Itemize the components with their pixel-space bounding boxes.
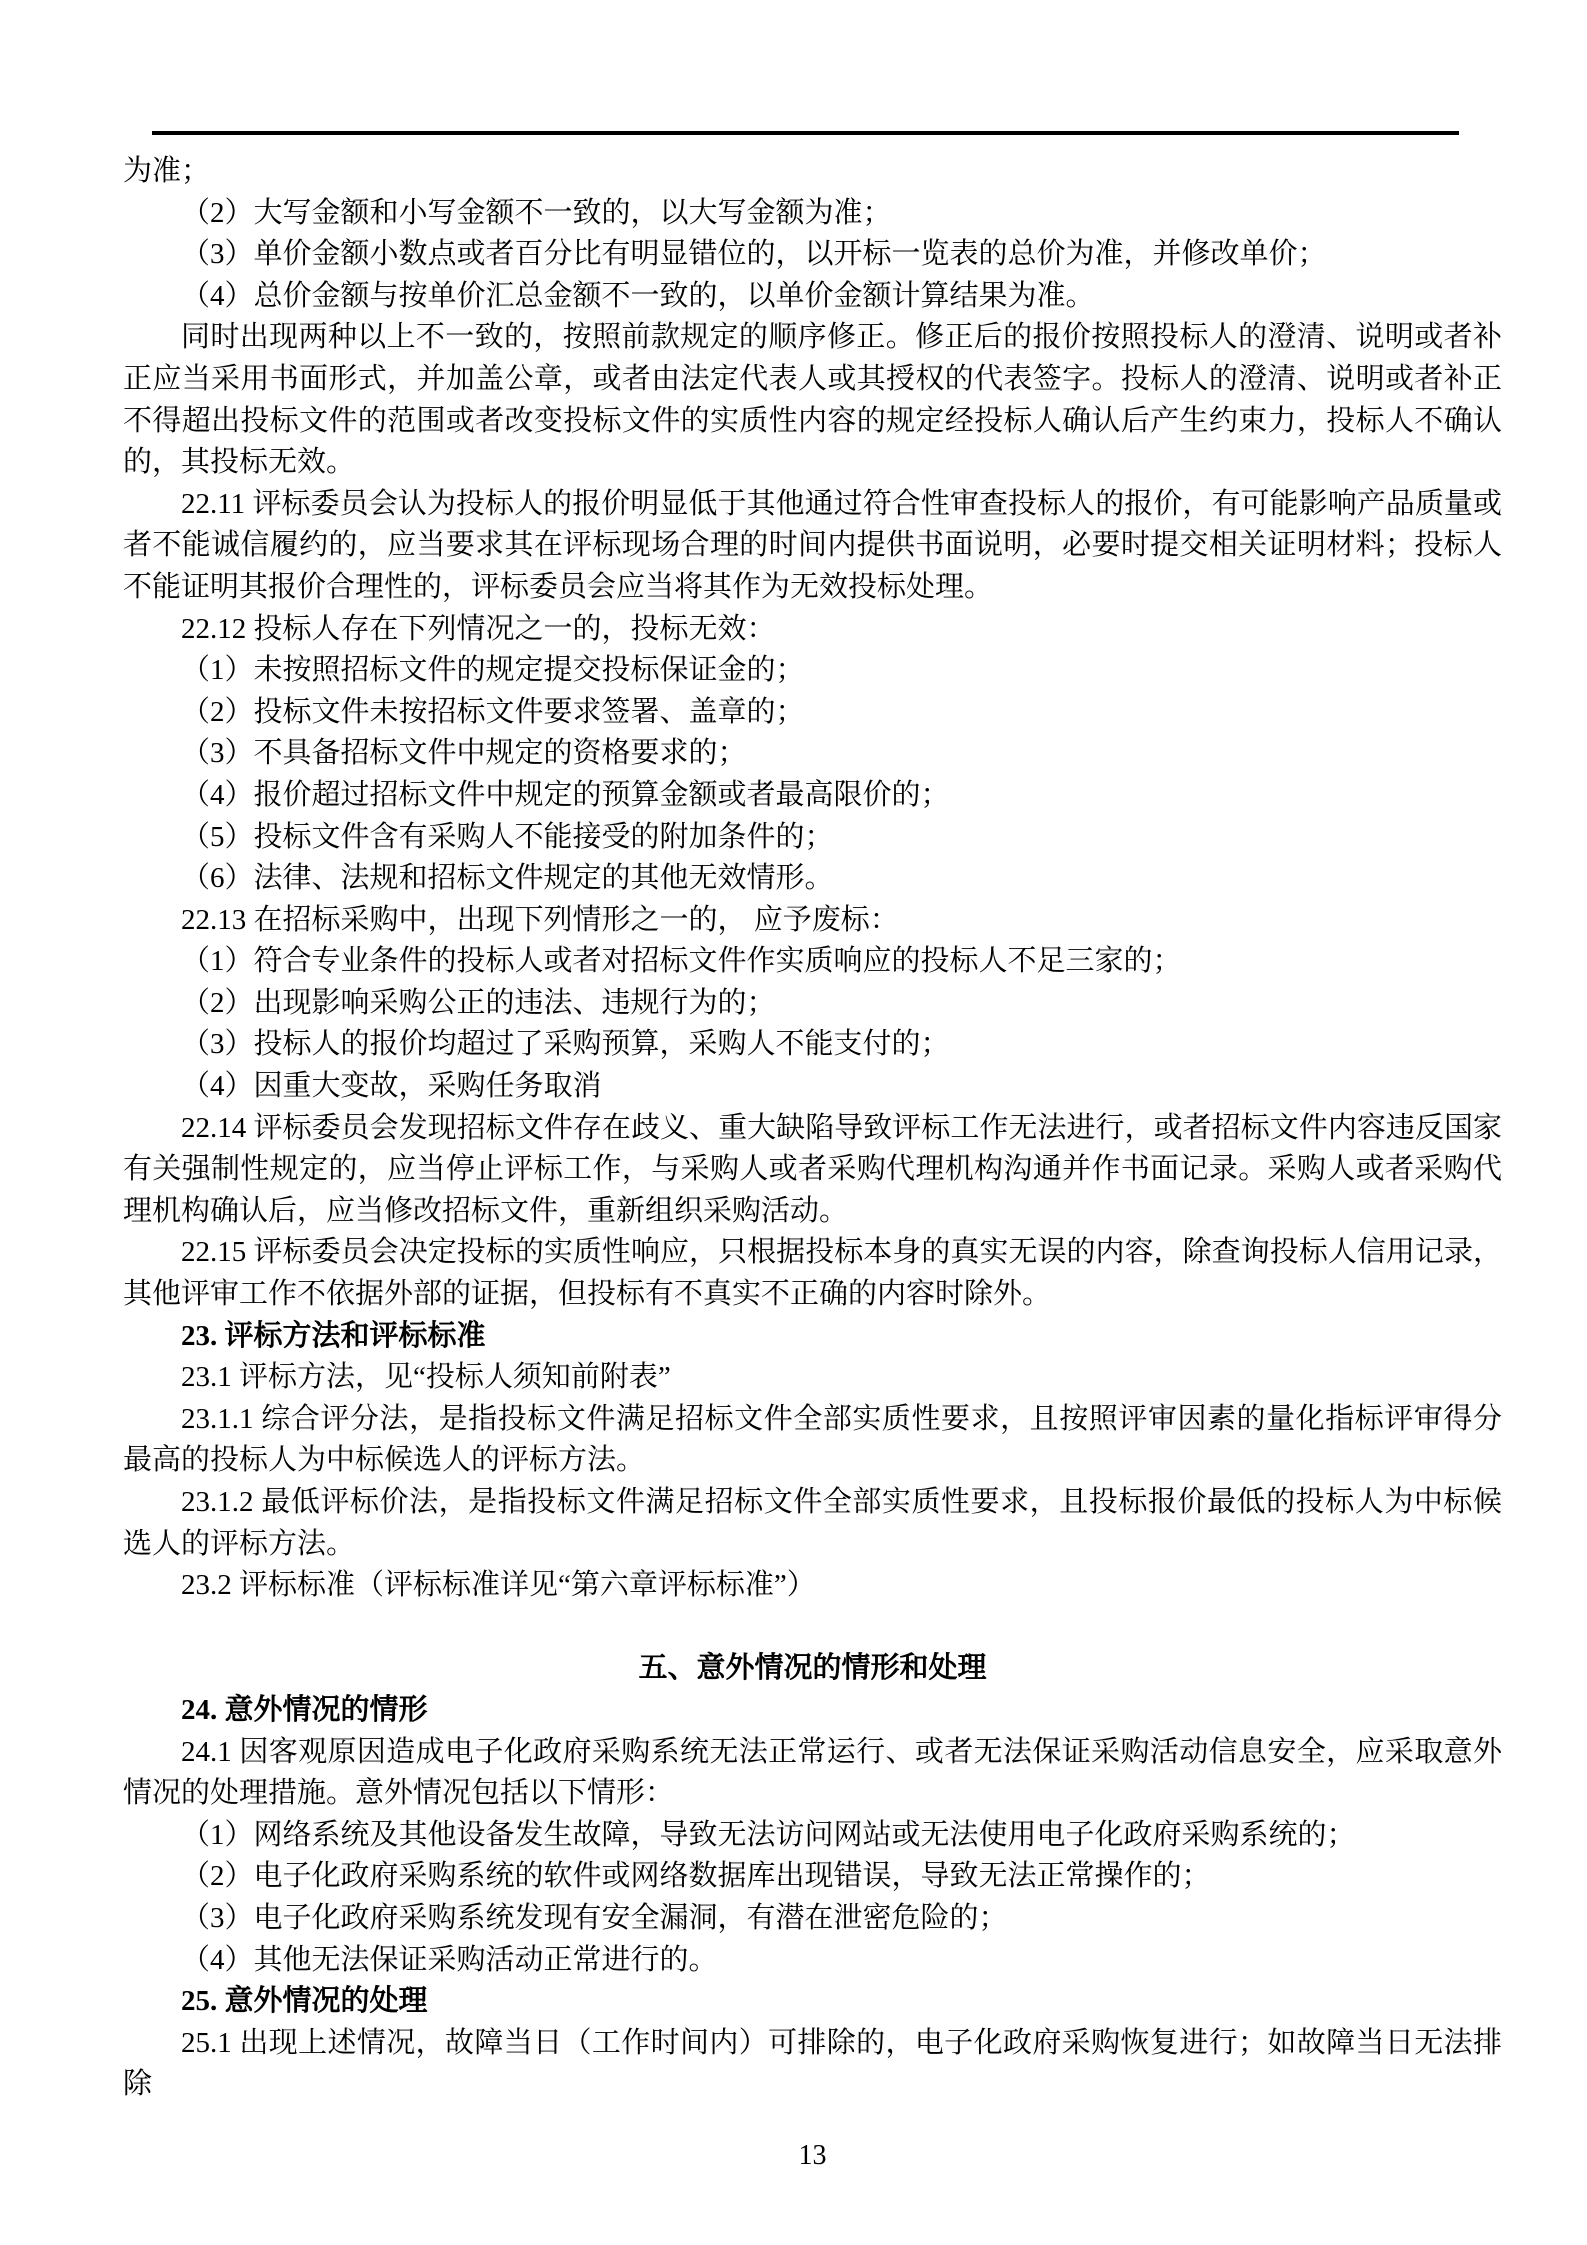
list-item: （6）法律、法规和招标文件规定的其他无效情形。 [181, 862, 834, 895]
paragraph: 同时出现两种以上不一致的，按照前款规定的顺序修正。修正后的报价按照投标人的澄清、说明或者补正应当采用书面形式，并加盖公章，或者由法定代表人或其授权的代表签字。投标人的澄清、说明或者补正不得超出投标文件的范围或者改变投标文件的实质性内容的规定经投标人确认后产生约束力，投标人不确认的，其投标无效。 [123, 321, 1502, 479]
chapter-heading-5: 五、意外情况的情形和处理 [638, 1652, 987, 1685]
clause-22-13: 22.13 在招标采购中，出现下列情形之一的， 应予废标： [181, 903, 899, 936]
list-item: （5）投标文件含有采购人不能接受的附加条件的； [181, 820, 834, 853]
list-item: （2）投标文件未按招标文件要求签署、盖章的； [181, 695, 805, 728]
list-item: （3）不具备招标文件中规定的资格要求的； [181, 737, 747, 770]
clause-22-12: 22.12 投标人存在下列情况之一的，投标无效： [181, 612, 776, 645]
paragraph-continuation: 为准； [123, 155, 211, 187]
list-item: （3）电子化政府采购系统发现有安全漏洞，有潜在泄密危险的； [181, 1901, 1008, 1934]
list-item: （1）未按照招标文件的规定提交投标保证金的； [181, 654, 805, 687]
header-rule [152, 131, 1459, 135]
list-item: （2）电子化政府采购系统的软件或网络数据库出现错误，导致无法正常操作的； [181, 1860, 1211, 1893]
list-item: （1）网络系统及其他设备发生故障，导致无法访问网站或无法使用电子化政府采购系统的； [181, 1818, 1356, 1851]
list-item: （1）符合专业条件的投标人或者对招标文件作实质响应的投标人不足三家的； [181, 945, 1182, 978]
section-heading-23: 23. 评标方法和评标标准 [181, 1319, 486, 1352]
clause-22-14: 22.14 评标委员会发现招标文件存在歧义、重大缺陷导致评标工作无法进行，或者招标文件内容违反国家有关强制性规定的，应当停止评标工作，与采购人或者采购代理机构沟通并作书面记录。采购人或者采购代理机构确认后，应当修改招标文件，重新组织采购活动。 [123, 1111, 1502, 1227]
clause-22-11: 22.11 评标委员会认为投标人的报价明显低于其他通过符合性审查投标人的报价，有可能影响产品质量或者不能诚信履约的，应当要求其在评标现场合理的时间内提供书面说明，必要时提交相关证明材料；投标人不能证明其报价合理性的，评标委员会应当将其作为无效投标处理。 [123, 487, 1502, 603]
list-item: （2）出现影响采购公正的违法、违规行为的； [181, 986, 776, 1019]
clause-22-15: 22.15 评标委员会决定投标的实质性响应，只根据投标本身的真实无误的内容，除查询投标人信用记录，其他评审工作不依据外部的证据，但投标有不真实不正确的内容时除外。 [123, 1236, 1502, 1311]
list-item: （4）报价超过招标文件中规定的预算金额或者最高限价的； [181, 778, 950, 811]
list-item: （2）大写金额和小写金额不一致的，以大写金额为准； [181, 196, 892, 229]
clause-23-1: 23.1 评标方法，见“投标人须知前附表” [181, 1361, 671, 1394]
clause-24-1: 24.1 因客观原因造成电子化政府采购系统无法正常运行、或者无法保证采购活动信息安全，应采取意外情况的处理措施。意外情况包括以下情形： [123, 1735, 1502, 1810]
clause-23-1-1: 23.1.1 综合评分法，是指投标文件满足招标文件全部实质性要求，且按照评审因素的量化指标评审得分最高的投标人为中标候选人的评标方法。 [123, 1402, 1502, 1477]
blank-line [123, 1607, 1502, 1649]
clause-23-1-2: 23.1.2 最低评标价法，是指投标文件满足招标文件全部实质性要求，且投标报价最低的投标人为中标候选人的评标方法。 [123, 1486, 1502, 1560]
page-footer [123, 2138, 1502, 2174]
list-item: （3）单价金额小数点或者百分比有明显错位的，以开标一览表的总价为准，并修改单价； [181, 238, 1327, 271]
section-heading-24: 24. 意外情况的情形 [181, 1693, 428, 1726]
clause-25-1: 25.1 出现上述情况，故障当日（工作时间内）可排除的，电子化政府采购恢复进行；如故障当日无法排除 [123, 2026, 1502, 2101]
list-item: （4）因重大变故，采购任务取消 [181, 1070, 602, 1103]
document-content [123, 151, 1502, 2106]
list-item: （3）投标人的报价均超过了采购预算，采购人不能支付的； [181, 1028, 950, 1061]
clause-23-2: 23.2 评标标准（评标标准详见“第六章评标标准”） [181, 1569, 816, 1602]
page-number: 13 [798, 2140, 827, 2171]
list-item: （4）总价金额与按单价汇总金额不一致的，以单价金额计算结果为准。 [181, 279, 1095, 312]
section-heading-25: 25. 意外情况的处理 [181, 1985, 428, 2018]
list-item: （4）其他无法保证采购活动正常进行的。 [181, 1943, 718, 1976]
